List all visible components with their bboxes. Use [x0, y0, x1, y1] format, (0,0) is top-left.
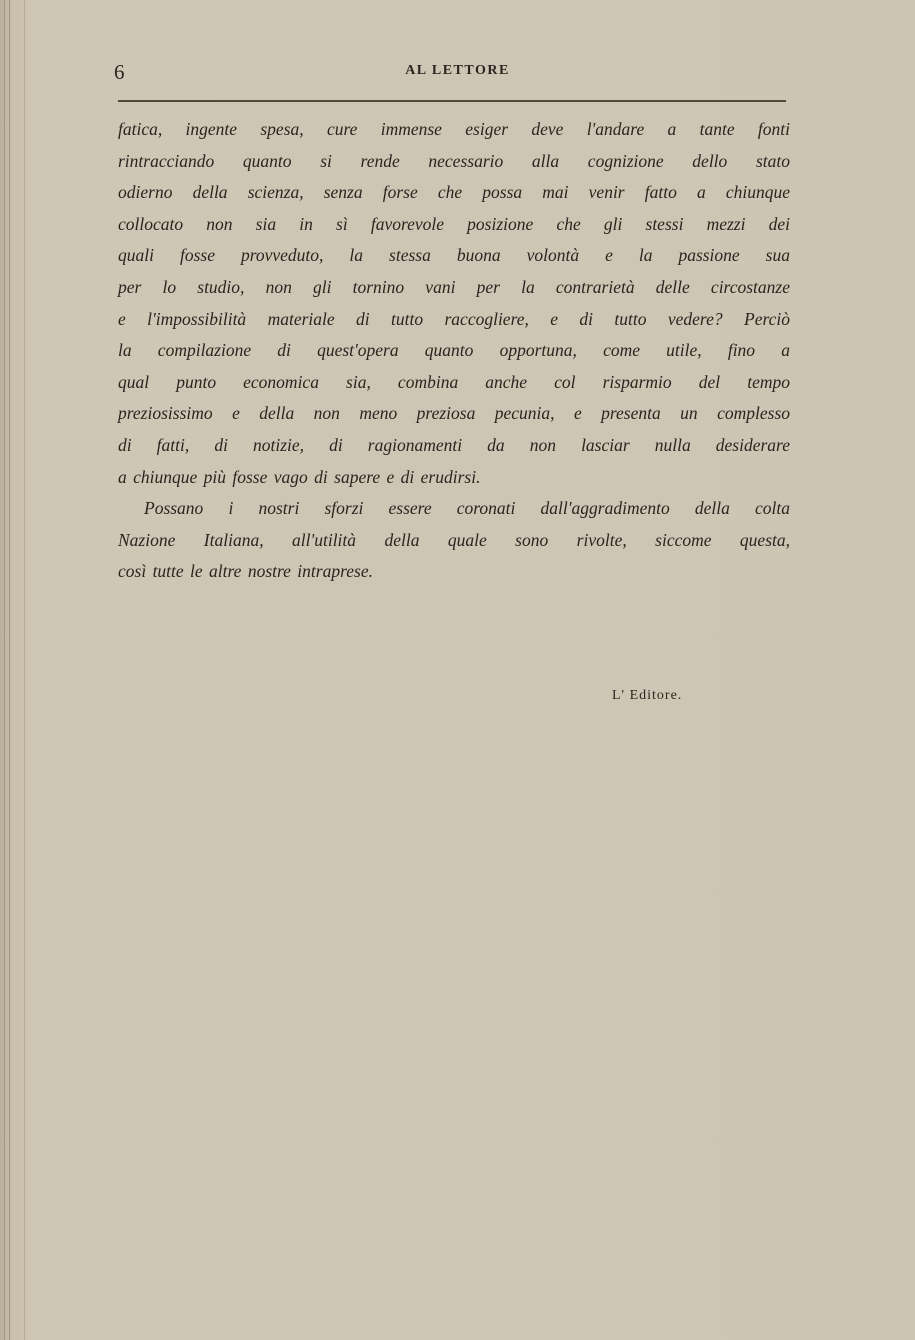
page-edge [9, 0, 10, 1340]
text-line: rintracciando quanto si rende necessario alla cognizione dello stato [118, 150, 790, 171]
signature: L' Editore. [612, 688, 683, 703]
text-line: e l'impossibilità materiale di tutto raccogliere, e di tutto vedere? Perciò [118, 308, 790, 329]
text-line: a chiunque più fosse vago di sapere e di erudirsi. [118, 466, 481, 487]
text-line: odierno della scienza, senza forse che possa mai venir fatto a chiunque [118, 182, 790, 203]
paragraph-2 [118, 493, 790, 588]
text-line: Possano i nostri sforzi essere coronati dall'aggradimento della colta [144, 498, 790, 519]
text-line: la compilazione di quest'opera quanto opportuna, come utile, fino a [118, 340, 790, 361]
text-line: così tutte le altre nostre intraprese. [118, 561, 373, 582]
page-edge [4, 0, 5, 1340]
header-rule [118, 100, 786, 102]
text-line: preziosissimo e della non meno preziosa pecunia, e presenta un complesso [118, 403, 790, 424]
text-line: collocato non sia in sì favorevole posizione che gli stessi mezzi dei [118, 213, 790, 234]
text-line: di fatti, di notizie, di ragionamenti da non lasciar nulla desiderare [118, 434, 790, 455]
text-line: fatica, ingente spesa, cure immense esiger deve l'andare a tante fonti [118, 119, 790, 139]
body-text [118, 114, 790, 588]
text-line: per lo studio, non gli tornino vani per la contrarietà delle circostanze [118, 276, 790, 297]
page-edge [24, 0, 25, 1340]
page-number: 6 [114, 60, 125, 84]
running-title [0, 63, 915, 79]
text-line: Nazione Italiana, all'utilità della quale sono rivolte, siccome questa, [118, 529, 790, 550]
paragraph-1 [118, 114, 790, 493]
text-line: quali fosse provveduto, la stessa buona volontà e la passione sua [118, 245, 790, 266]
text-line: qual punto economica sia, combina anche col risparmio del tempo [118, 371, 790, 392]
running-title-text: AL LETTORE [405, 63, 510, 78]
